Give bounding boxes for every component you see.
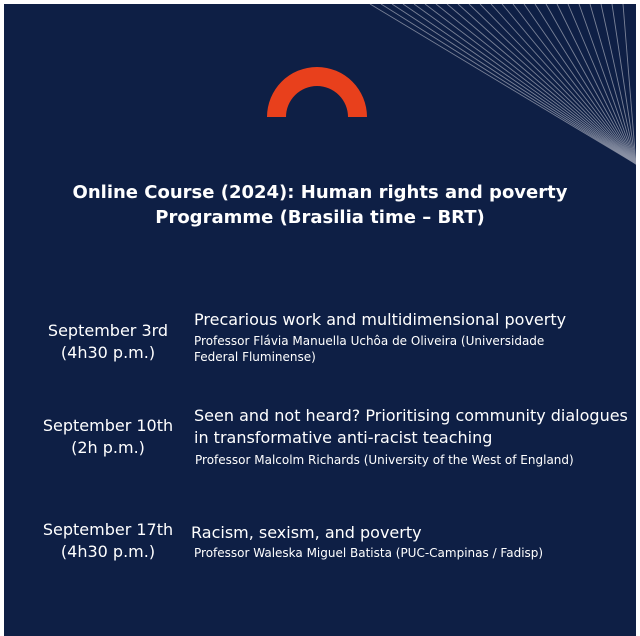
session-time: (4h30 p.m.) — [60, 542, 156, 561]
session-date: September 10th — [42, 416, 174, 435]
semicircle-arch-logo-icon — [264, 64, 370, 120]
session-1-topic — [194, 309, 566, 331]
title-line-1: Online Course (2024): Human rights and poverty — [72, 182, 568, 203]
session-2-speaker — [195, 452, 574, 468]
session-3-topic — [191, 522, 422, 544]
session-topic-line: Precarious work and multidimensional poverty — [194, 310, 567, 329]
session-date: September 17th — [42, 520, 174, 539]
session-time: (4h30 p.m.) — [60, 343, 156, 362]
session-3-date-block — [23, 519, 193, 563]
session-1-speaker — [194, 333, 544, 365]
session-topic-line: Seen and not heard? Prioritising community dialogues — [194, 406, 628, 425]
session-topic-line: in transformative anti-racist teaching — [194, 428, 493, 447]
poster — [4, 4, 636, 636]
session-2-date-block — [23, 415, 193, 459]
session-time: (2h p.m.) — [71, 438, 145, 457]
session-speaker-line: Professor Malcolm Richards (University of the West of England) — [195, 453, 574, 467]
session-2-topic — [194, 405, 628, 449]
page-title — [4, 180, 636, 230]
session-1-date-block — [23, 320, 193, 364]
title-line-2: Programme (Brasilia time – BRT) — [155, 207, 485, 228]
session-speaker-line: Federal Fluminense) — [194, 350, 316, 364]
session-date: September 3rd — [47, 321, 169, 340]
session-topic-line: Racism, sexism, and poverty — [191, 523, 422, 542]
session-speaker-line: Professor Waleska Miguel Batista (PUC-Campinas / Fadisp) — [194, 546, 544, 560]
session-speaker-line: Professor Flávia Manuella Uchôa de Oliveira (Universidade — [194, 334, 545, 348]
session-3-speaker — [194, 545, 543, 561]
